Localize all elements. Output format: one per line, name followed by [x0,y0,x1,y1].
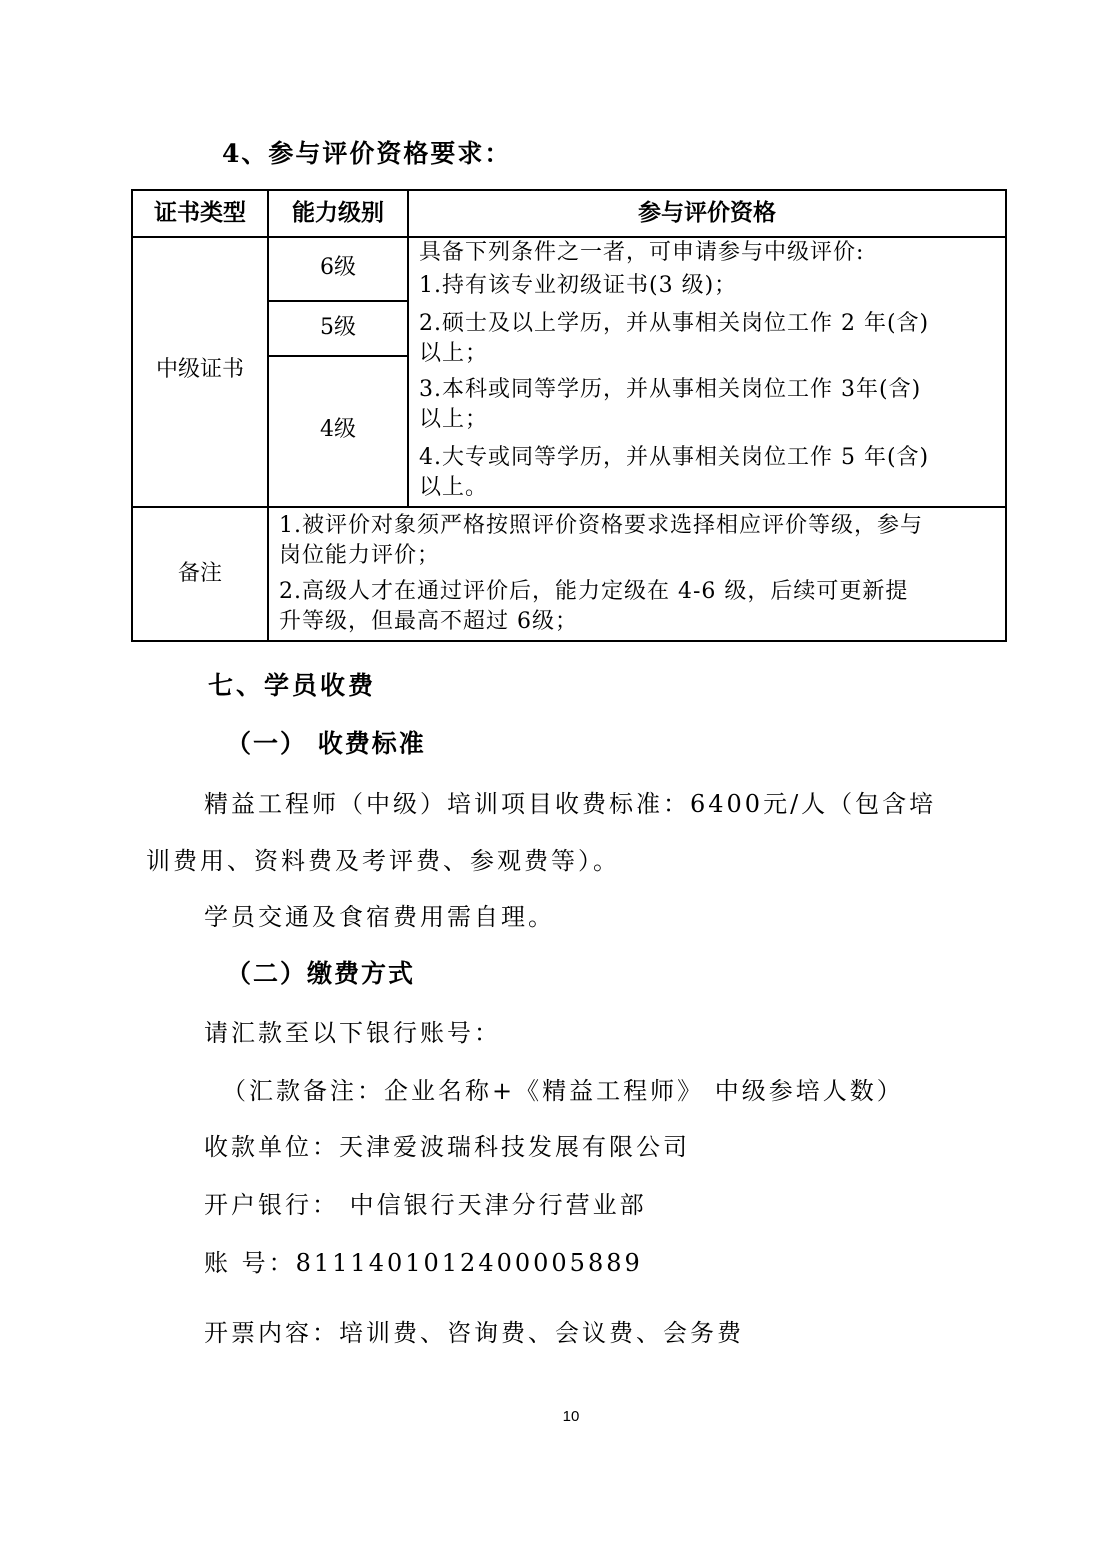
requirement-2-cont: 以上； [419,341,489,366]
header-divider [131,236,1007,238]
requirement-intro: 具备下列条件之一者，可申请参与中级评价: [419,240,865,265]
remark-2: 2.高级人才在通过评价后，能力定级在 4-6 级，后续可更新提 [279,579,909,604]
remarks-label: 备注 [177,561,222,586]
fee-standard-line-3: 学员交通及食宿费用需自理。 [204,903,555,931]
header-level: 能力级别 [292,199,384,226]
account-number: 账 号：8111401012400005889 [204,1249,643,1277]
qualification-table [131,189,1007,642]
fee-standard-line-2: 训费用、资料费及考评费、参观费等）。 [146,847,620,875]
bank: 开户银行： 中信银行天津分行营业部 [204,1191,647,1219]
chapter-title: 七、学员收费 [208,671,377,700]
cert-type-cell: 中级证书 [155,357,244,382]
payment-intro: 请汇款至以下银行账号： [204,1019,501,1047]
payee: 收款单位：天津爱波瑞科技发展有限公司 [204,1133,690,1161]
requirement-3: 3.本科或同等学历，并从事相关岗位工作 3年(含) [419,377,922,402]
remark-2-cont: 升等级，但最高不超过 6级； [279,609,578,634]
requirement-3-cont: 以上； [419,407,489,432]
payment-note: （汇款备注：企业名称+《精益工程师》 中级参培人数） [222,1077,904,1105]
remark-1-cont: 岗位能力评价； [279,543,441,568]
requirement-2: 2.硕士及以上学历，并从事相关岗位工作 2 年(含) [419,311,930,336]
header-qualification: 参与评价资格 [638,199,776,226]
level-divider-1 [267,300,409,302]
table-border-top [131,189,1007,191]
col2-divider [407,189,409,507]
level-5: 5级 [320,315,356,340]
table-border-right [1005,189,1007,642]
section-title: 4、参与评价资格要求： [222,139,512,168]
remarks-divider [131,506,1007,508]
level-divider-2 [267,355,409,357]
level-6: 6级 [320,255,356,280]
fee-standard-line-1: 精益工程师（中级）培训项目收费标准：6400元/人（包含培 [204,790,937,818]
payment-title: （二）缴费方式 [226,959,416,988]
invoice-content: 开票内容：培训费、咨询费、会议费、会务费 [204,1319,744,1347]
fee-standard-title: （一） 收费标准 [226,729,426,758]
header-cert-type: 证书类型 [154,199,246,226]
requirement-1: 1.持有该专业初级证书(3 级)； [419,273,738,298]
requirement-4-cont: 以上。 [419,475,489,500]
remark-1: 1.被评价对象须严格按照评价资格要求选择相应评价等级，参与 [279,513,923,538]
requirement-4: 4.大专或同等学历，并从事相关岗位工作 5 年(含) [419,445,930,470]
page-number: 10 [562,1408,580,1425]
table-border-bottom [131,640,1007,642]
level-4: 4级 [320,417,356,442]
